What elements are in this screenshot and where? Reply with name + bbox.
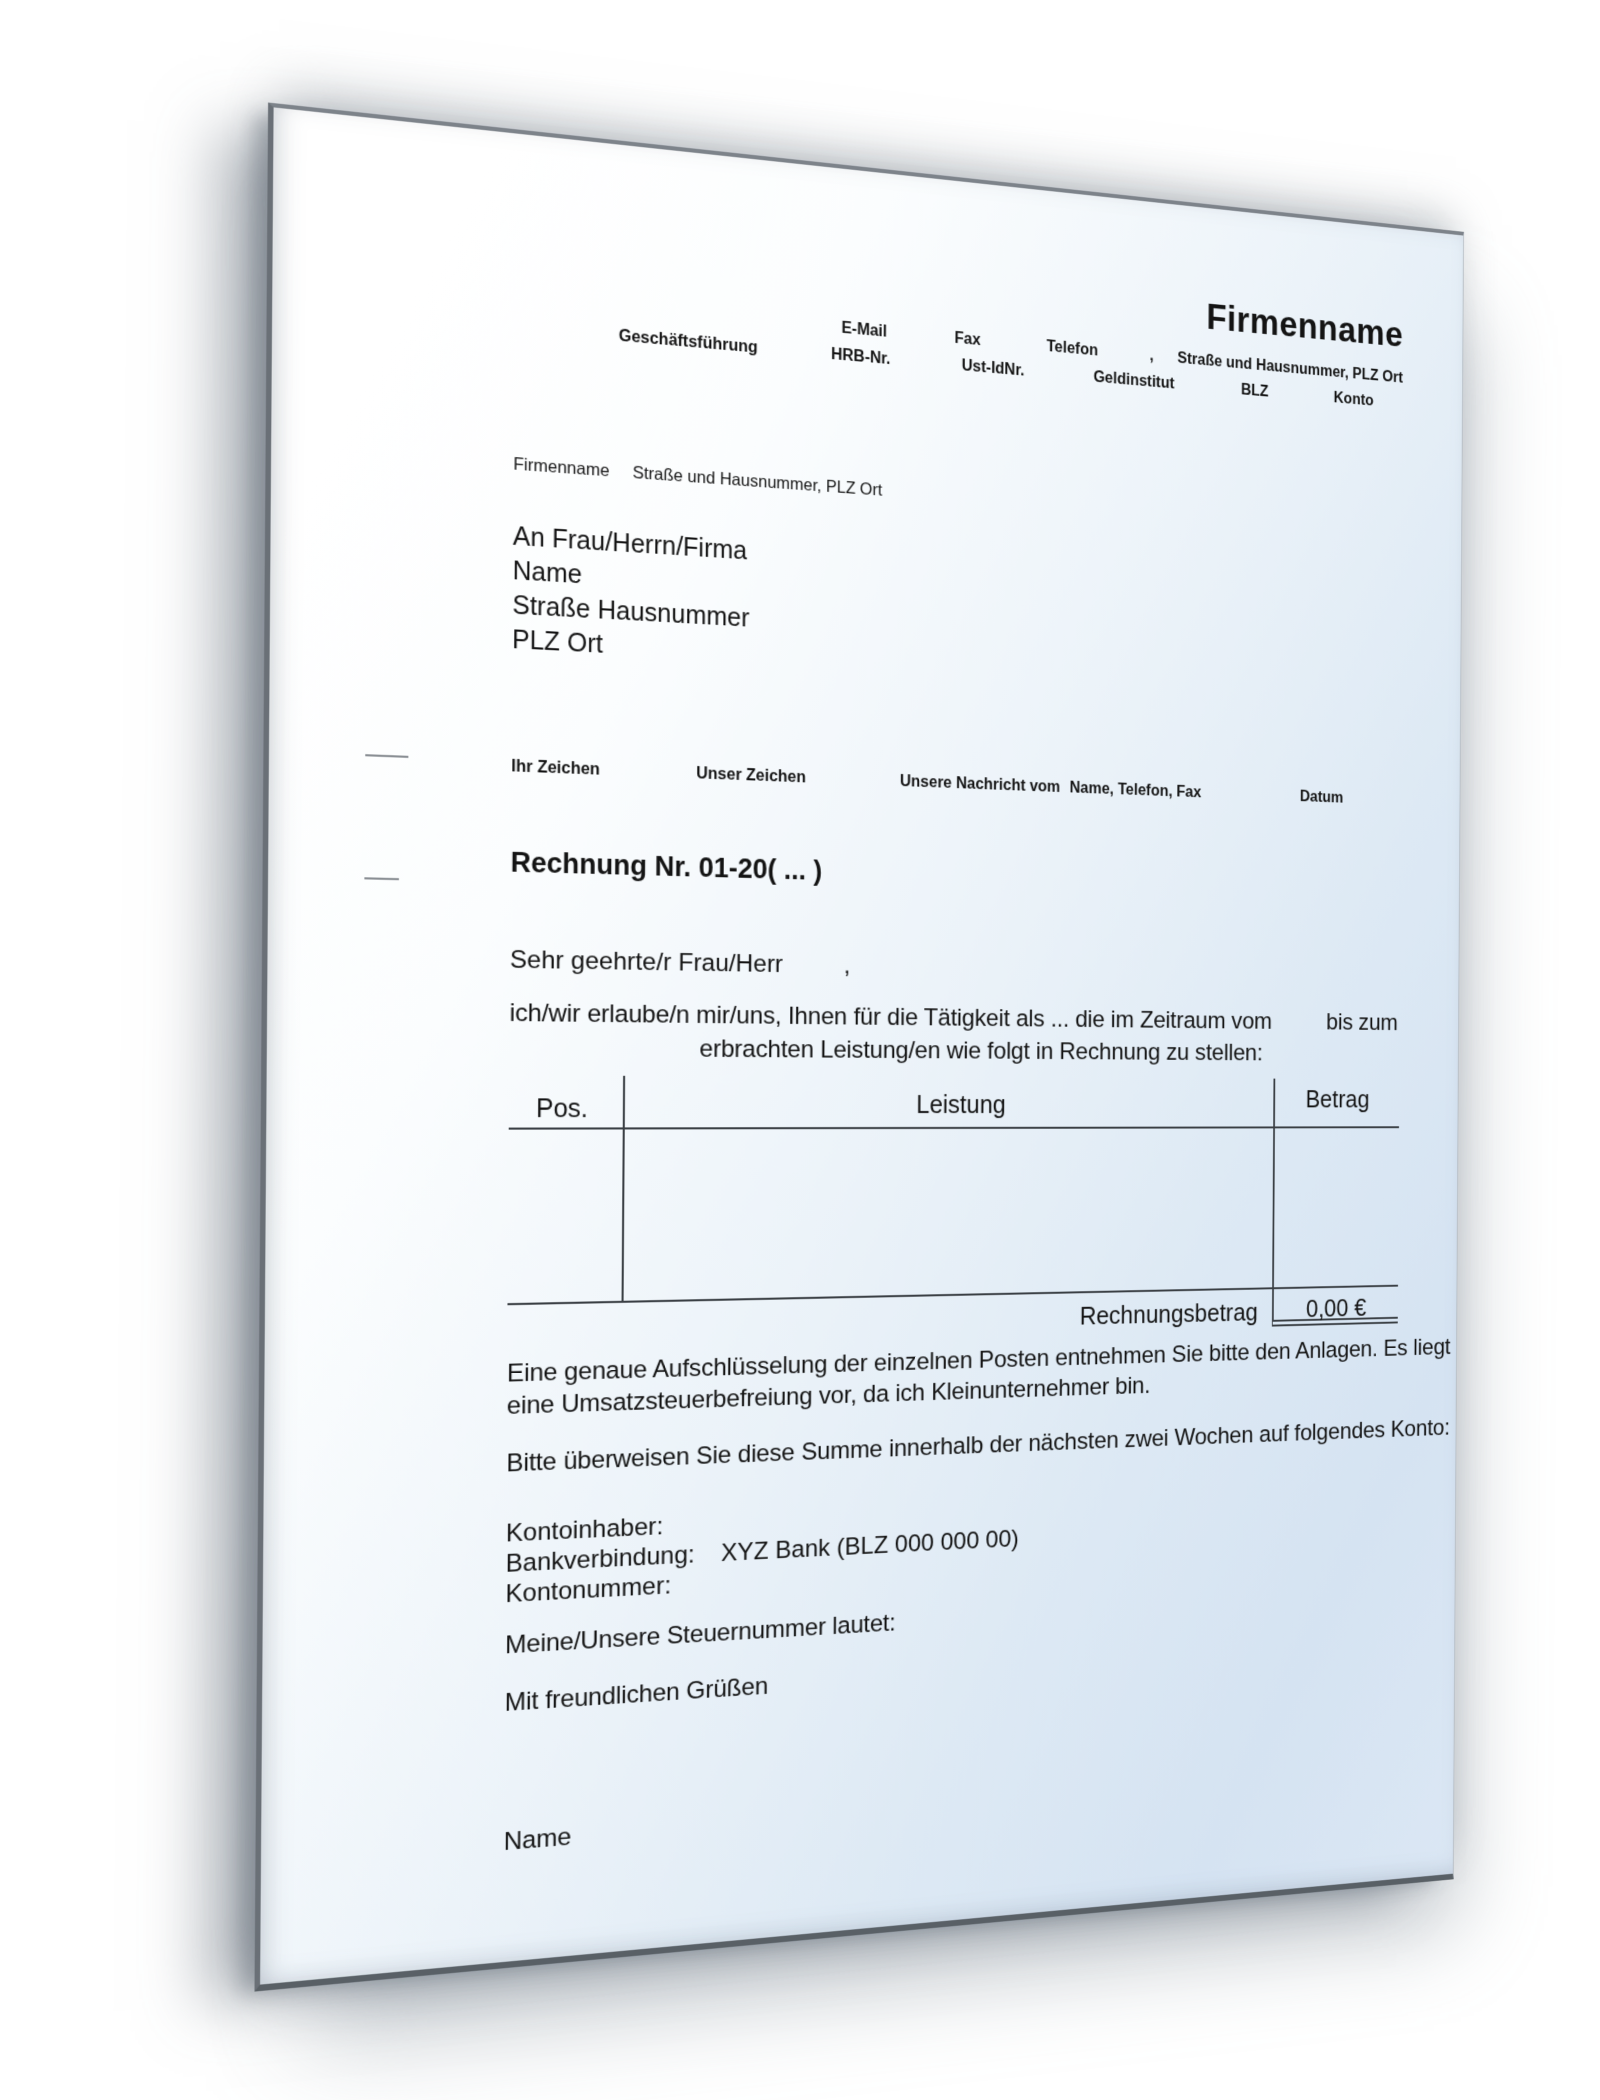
label-fax: Fax bbox=[954, 329, 981, 350]
intro-line-1 bbox=[509, 996, 1459, 1039]
label-bankverbindung: Bankverbindung: bbox=[505, 1540, 695, 1579]
salutation-comma: , bbox=[843, 951, 851, 980]
label-street: Straße und Hausnummer, PLZ Ort bbox=[1177, 350, 1403, 387]
bank-value: XYZ Bank (BLZ 000 000 00) bbox=[720, 1525, 1019, 1568]
label-blz: BLZ bbox=[1240, 381, 1269, 401]
sender-company: Firmenname bbox=[513, 454, 610, 481]
invoice-table-header bbox=[509, 1075, 1400, 1129]
invoice-template-page bbox=[254, 102, 1464, 1991]
recipient-address-block bbox=[512, 520, 750, 670]
body-cell-leistung bbox=[622, 1128, 1274, 1300]
label-geldinstitut: Geldinstitut bbox=[1093, 368, 1175, 393]
company-name: Firmenname bbox=[1206, 296, 1404, 355]
recipient-line-1: An Frau/Herrn/Firma bbox=[512, 521, 748, 566]
fold-mark-bottom bbox=[364, 877, 399, 880]
fold-mark-top bbox=[365, 754, 408, 758]
note-transfer: Bitte überweisen Sie diese Summe innerhalb der nächsten zwei Wochen auf folgendes Konto: bbox=[506, 1414, 1450, 1478]
intro-line1-tail: bis zum bbox=[1326, 1009, 1398, 1036]
sender-line bbox=[513, 455, 882, 501]
label-konto: Konto bbox=[1333, 389, 1374, 410]
label-ihr-zeichen: Ihr Zeichen bbox=[511, 757, 600, 779]
label-kontonummer: Kontonummer: bbox=[505, 1571, 672, 1609]
reference-row bbox=[511, 758, 1418, 814]
note-attachments: Eine genaue Aufschlüsselung der einzelnen Posten entnehmen Sie bitte den Anlagen. Es liegt eine Umsatzsteuerbefreiung vor, da ich Kleinunternehmer bin. bbox=[506, 1334, 1451, 1421]
intro-date-gap bbox=[1272, 1029, 1326, 1030]
col-header-betrag: Betrag bbox=[1273, 1079, 1399, 1127]
total-label: Rechnungsbetrag bbox=[1079, 1299, 1258, 1331]
label-ustidnr: Ust-IdNr. bbox=[961, 357, 1025, 380]
closing-line: Mit freundlichen Grüßen bbox=[504, 1672, 769, 1718]
body-cell-pos bbox=[507, 1129, 622, 1303]
signature-name: Name bbox=[503, 1822, 572, 1857]
label-unser-zeichen: Unser Zeichen bbox=[696, 764, 806, 787]
intro-paragraph bbox=[509, 996, 1459, 1070]
subject-line: Rechnung Nr. 01-20( ... ) bbox=[510, 846, 823, 886]
salutation-name-gap bbox=[783, 972, 844, 973]
salutation bbox=[510, 946, 851, 980]
col-header-leistung: Leistung bbox=[623, 1076, 1274, 1128]
recipient-line-4: PLZ Ort bbox=[512, 625, 604, 659]
label-name-telefon-fax: Name, Telefon, Fax bbox=[1069, 779, 1202, 802]
label-hrb: HRB-Nr. bbox=[830, 345, 891, 369]
intro-line1-text: ich/wir erlaube/n mir/uns, Ihnen für die Tätigkeit als ... die im Zeitraum vom bbox=[509, 999, 1272, 1035]
label-datum: Datum bbox=[1299, 788, 1344, 807]
sender-address: Straße und Hausnummer, PLZ Ort bbox=[632, 463, 883, 500]
label-comma: , bbox=[1149, 347, 1154, 365]
label-unsere-nachricht: Unsere Nachricht vom bbox=[899, 772, 1061, 796]
total-amount: 0,00 € bbox=[1272, 1287, 1398, 1327]
label-geschaeftsfuehrung: Geschäftsführung bbox=[618, 327, 758, 357]
intro-line-2: erbrachten Leistung/en wie folgt in Rechnung zu stellen: bbox=[699, 1035, 1263, 1067]
salutation-text: Sehr geehrte/r Frau/Herr bbox=[509, 945, 784, 979]
letterhead bbox=[619, 240, 1404, 413]
col-header-pos: Pos. bbox=[535, 1094, 589, 1124]
invoice-table bbox=[507, 1075, 1399, 1353]
body-cell-betrag bbox=[1272, 1128, 1399, 1287]
label-telefon: Telefon bbox=[1046, 338, 1099, 360]
recipient-line-3: Straße Hausnummer bbox=[512, 590, 750, 633]
recipient-line-2: Name bbox=[512, 556, 583, 590]
invoice-table-body bbox=[507, 1128, 1399, 1305]
label-email: E-Mail bbox=[841, 319, 888, 341]
account-details bbox=[505, 1496, 1019, 1610]
label-kontoinhaber: Kontoinhaber: bbox=[505, 1512, 664, 1548]
tax-number-line: Meine/Unsere Steuernummer lautet: bbox=[504, 1609, 896, 1660]
